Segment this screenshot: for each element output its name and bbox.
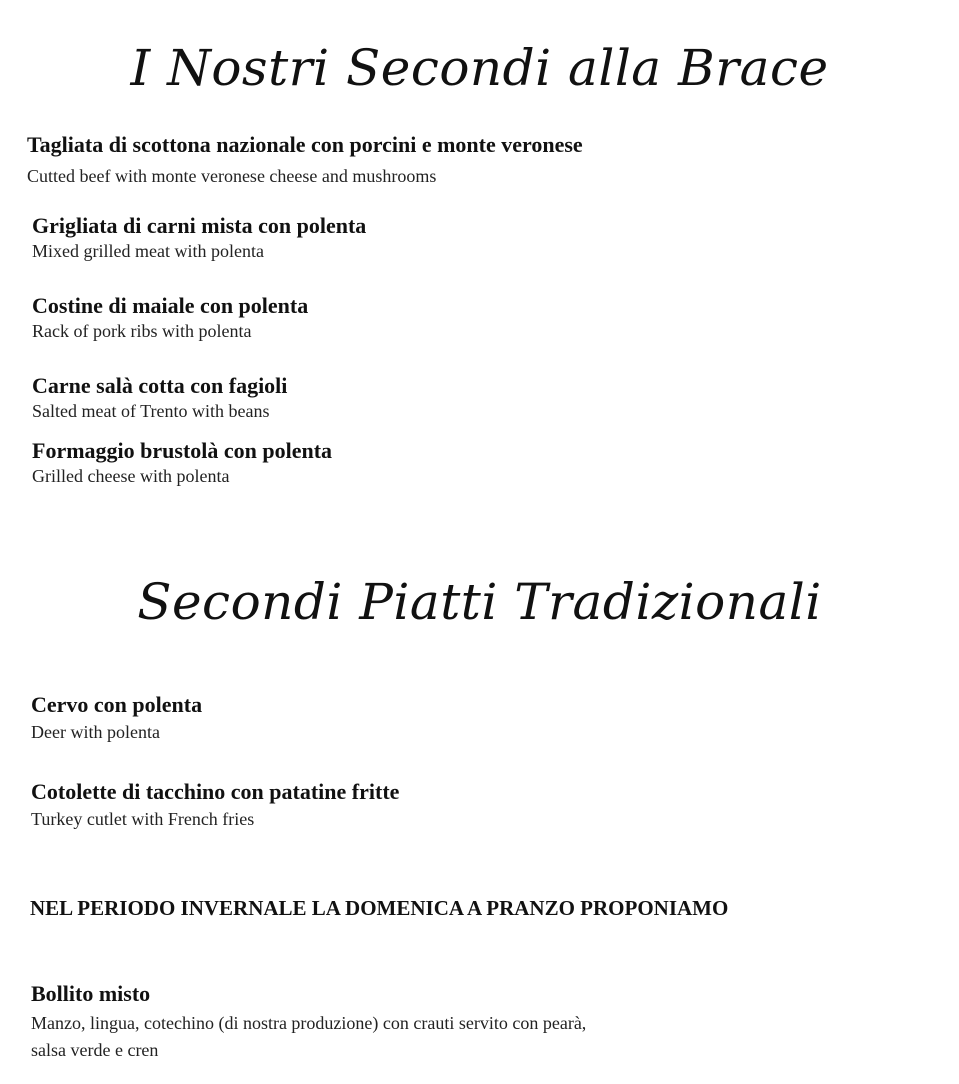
dish-description: Cutted beef with monte veronese cheese and mushrooms xyxy=(27,166,437,186)
menu-item-bollito xyxy=(31,981,586,1064)
dish-name: Cotolette di tacchino con patatine fritte xyxy=(31,779,400,804)
dish-description: Deer with polenta xyxy=(31,722,160,742)
dish-description: Salted meat of Trento with beans xyxy=(32,401,270,421)
dish-description-line-2: salsa verde e cren xyxy=(31,1040,159,1060)
menu-item-grigliata xyxy=(32,213,366,263)
dish-description-line-1: Manzo, lingua, cotechino (di nostra produzione) con crauti servito con pearà, xyxy=(31,1013,587,1033)
winter-sunday-notice: NEL PERIODO INVERNALE LA DOMENICA A PRANZO PROPONIAMO xyxy=(30,896,729,920)
dish-name: Tagliata di scottona nazionale con porcini e monte veronese xyxy=(27,132,583,157)
menu-item-cervo xyxy=(31,692,202,744)
menu-item-tagliata xyxy=(27,132,583,188)
dish-description: Grilled cheese with polenta xyxy=(32,466,230,486)
dish-name: Bollito misto xyxy=(31,981,151,1006)
menu-item-carne-sala xyxy=(32,373,287,423)
dish-description: Mixed grilled meat with polenta xyxy=(32,241,264,261)
section-title-grill: I Nostri Secondi alla Brace xyxy=(130,39,829,97)
menu-item-cotolette xyxy=(31,779,399,831)
section-title-traditional: Secondi Piatti Tradizionali xyxy=(137,573,822,631)
dish-name: Carne salà cotta con fagioli xyxy=(32,373,288,398)
menu-item-costine xyxy=(32,293,308,343)
dish-name: Formaggio brustolà con polenta xyxy=(32,438,333,463)
menu-item-formaggio xyxy=(32,438,332,488)
dish-name: Costine di maiale con polenta xyxy=(32,293,309,318)
dish-description: Turkey cutlet with French fries xyxy=(31,809,255,829)
dish-description: Rack of pork ribs with polenta xyxy=(32,321,252,341)
dish-name: Grigliata di carni mista con polenta xyxy=(32,213,367,238)
dish-name: Cervo con polenta xyxy=(31,692,203,717)
